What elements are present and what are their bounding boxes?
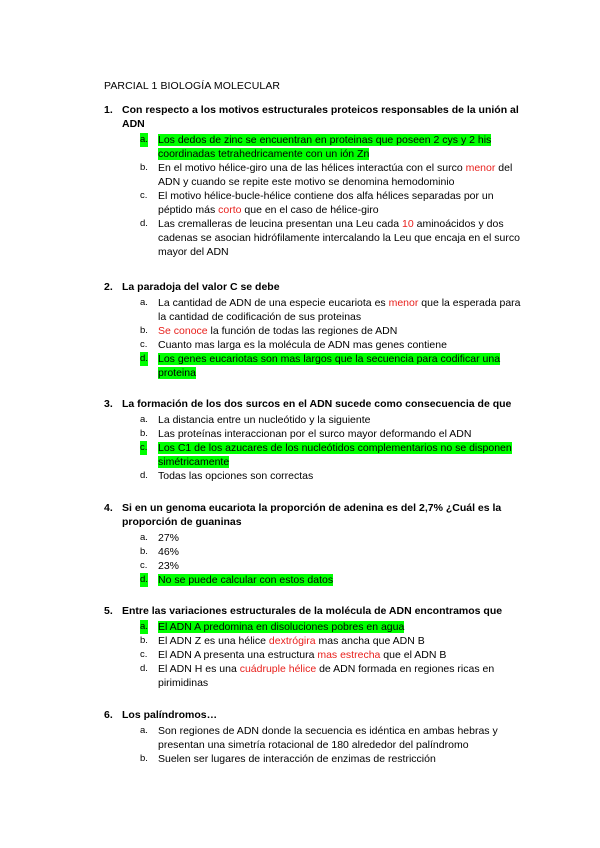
option-letter: d.: [140, 663, 148, 674]
question-heading: [104, 708, 524, 722]
option-letter: a.: [140, 414, 148, 425]
option-text: [158, 297, 521, 323]
option-text: [158, 162, 512, 188]
option-text: [158, 560, 179, 572]
answer-option: [104, 634, 524, 648]
page-title: PARCIAL 1 BIOLOGÍA MOLECULAR: [104, 80, 281, 92]
answer-option-correct: [104, 133, 524, 161]
answer-option-correct: [104, 573, 524, 587]
answer-option: [104, 724, 524, 752]
answer-option: [104, 531, 524, 545]
question-number: 4.: [104, 502, 113, 514]
question-text: Si en un genoma eucariota la proporción de adenina es del 2,7% ¿Cuál es la proporción de guaninas: [122, 502, 502, 528]
answer-option-correct: [104, 352, 524, 380]
option-text: [158, 414, 370, 426]
option-text-segment: que el ADN B: [380, 649, 447, 661]
option-text-segment: 23%: [158, 560, 180, 572]
answer-options: [104, 724, 524, 766]
option-letter: c.: [140, 190, 148, 201]
option-letter: a.: [140, 134, 148, 145]
option-text-segment: mas ancha que ADN B: [315, 635, 425, 647]
option-text: [158, 353, 500, 379]
option-text-segment: 27%: [158, 532, 180, 544]
question: [104, 280, 524, 380]
option-text-segment: El ADN A presenta una estructura: [158, 649, 318, 661]
question-heading: [104, 280, 524, 294]
answer-options: [104, 296, 524, 380]
option-letter: c.: [140, 560, 148, 571]
option-letter: d.: [140, 353, 148, 364]
option-letter: a.: [140, 725, 148, 736]
question-text: Los palíndromos…: [122, 709, 218, 721]
option-letter: b.: [140, 546, 148, 557]
option-text-segment: Todas las opciones son correctas: [158, 470, 314, 482]
option-text-segment: que en el caso de hélice-giro: [241, 204, 379, 216]
option-text: [158, 725, 498, 751]
answer-options: [104, 620, 524, 690]
option-text-segment: Son regiones de ADN donde la secuencia es idéntica en ambas hebras y presentan una simetría rotacional de 180 alrededor del palíndromo: [158, 725, 498, 751]
question-number: 6.: [104, 709, 113, 721]
option-letter: d.: [140, 574, 148, 585]
question: [104, 604, 524, 690]
option-text-segment: Los genes eucariotas son mas largos que la secuencia para codificar una proteina: [158, 353, 501, 379]
option-text-segment: El ADN A predomina en disoluciones pobres en agua: [158, 621, 405, 633]
option-text: [158, 339, 447, 351]
emphasized-text: mas estrecha: [317, 649, 381, 661]
option-letter: c.: [140, 339, 148, 350]
question: [104, 501, 524, 587]
option-text-segment: 46%: [158, 546, 180, 558]
option-text: [158, 470, 313, 482]
answer-option: [104, 296, 524, 324]
answer-option: [104, 752, 524, 766]
answer-option: [104, 545, 524, 559]
question: [104, 397, 524, 483]
emphasized-text: menor: [465, 162, 496, 174]
option-letter: b.: [140, 428, 148, 439]
question-number: 2.: [104, 281, 113, 293]
option-text-segment: En el motivo hélice-giro una de las hélices interactúa con el surco: [158, 162, 466, 174]
option-text-segment: de ADN formada en regiones ricas en pirimidinas: [158, 663, 495, 689]
emphasized-text: menor: [388, 297, 419, 309]
option-letter: b.: [140, 635, 148, 646]
option-text-segment: El ADN Z es una hélice: [158, 635, 269, 647]
answer-option: [104, 413, 524, 427]
answer-option: [104, 338, 524, 352]
question-text: La formación de los dos surcos en el ADN sucede como consecuencia de que: [122, 398, 512, 410]
option-text: [158, 635, 425, 647]
option-text: [158, 753, 436, 765]
answer-option: [104, 648, 524, 662]
option-text-segment: Cuanto mas larga es la molécula de ADN mas genes contiene: [158, 339, 447, 351]
option-text: [158, 325, 397, 337]
option-letter: b.: [140, 753, 148, 764]
option-text: [158, 649, 446, 661]
question-text: Con respecto a los motivos estructurales proteicos responsables de la unión al ADN: [122, 104, 519, 130]
option-text-segment: Los C1 de los azucares de los nucleótidos complementarios no se disponen simétricamente: [158, 442, 512, 468]
option-text: [158, 532, 179, 544]
option-text: [158, 546, 179, 558]
option-letter: a.: [140, 621, 148, 632]
option-text: [158, 442, 512, 468]
option-text-segment: No se puede calcular con estos datos: [158, 574, 334, 586]
emphasized-text: Se conoce: [158, 325, 208, 337]
answer-option: [104, 161, 524, 189]
option-text-segment: Las cremalleras de leucina presentan una Leu cada: [158, 218, 402, 230]
option-text: [158, 574, 333, 586]
answer-options: [104, 531, 524, 587]
answer-option: [104, 427, 524, 441]
question-text: La paradoja del valor C se debe: [122, 281, 280, 293]
answer-option: [104, 189, 524, 217]
option-text-segment: Suelen ser lugares de interacción de enzimas de restricción: [158, 753, 436, 765]
answer-option-correct: [104, 441, 524, 469]
option-text: [158, 663, 494, 689]
option-text: [158, 621, 404, 633]
option-text-segment: Los dedos de zinc se encuentran en proteinas que poseen 2 cys y 2 his coordinadas tetrahedricamente con un ión Zn: [158, 134, 492, 160]
option-text: [158, 428, 471, 440]
answer-option: [104, 217, 524, 259]
option-text-segment: del ADN y cuando se repite este motivo se denomina hemodominio: [158, 162, 513, 188]
answer-option: [104, 662, 524, 690]
question-heading: [104, 501, 524, 529]
option-letter: b.: [140, 325, 148, 336]
option-text-segment: La distancia entre un nucleótido y la siguiente: [158, 414, 371, 426]
emphasized-text: cuádruple hélice: [239, 663, 317, 675]
question-heading: [104, 103, 524, 131]
question-heading: [104, 604, 524, 618]
question-heading: [104, 397, 524, 411]
question-text: Entre las variaciones estructurales de la molécula de ADN encontramos que: [122, 605, 503, 617]
emphasized-text: corto: [218, 204, 242, 216]
option-text-segment: Las proteínas interaccionan por el surco mayor deformando el ADN: [158, 428, 472, 440]
option-text-segment: que la esperada para la cantidad de codificación de sus proteinas: [158, 297, 521, 323]
option-text: [158, 218, 520, 258]
option-text: [158, 190, 494, 216]
option-letter: a.: [140, 532, 148, 543]
question: [104, 708, 524, 766]
answer-option: [104, 559, 524, 573]
answer-options: [104, 413, 524, 483]
option-letter: d.: [140, 218, 148, 229]
answer-options: [104, 133, 524, 259]
question-number: 5.: [104, 605, 113, 617]
option-letter: c.: [140, 442, 148, 453]
option-letter: c.: [140, 649, 148, 660]
option-text-segment: aminoácidos y dos cadenas se asocian hidrófilamente intercalando la Leu que encaja en el surco mayor del ADN: [158, 218, 520, 258]
option-letter: a.: [140, 297, 148, 308]
answer-option-correct: [104, 620, 524, 634]
emphasized-text: dextrógira: [268, 635, 316, 647]
option-letter: d.: [140, 470, 148, 481]
answer-option: [104, 469, 524, 483]
emphasized-text: 10: [402, 218, 414, 230]
option-text: [158, 134, 491, 160]
answer-option: [104, 324, 524, 338]
question-number: 3.: [104, 398, 113, 410]
option-text-segment: la función de todas las regiones de ADN: [207, 325, 398, 337]
option-text-segment: El motivo hélice-bucle-hélice contiene dos alfa hélices separadas por un péptido más: [158, 190, 494, 216]
option-text-segment: El ADN H es una: [158, 663, 240, 675]
question-number: 1.: [104, 104, 113, 116]
option-letter: b.: [140, 162, 148, 173]
option-text-segment: La cantidad de ADN de una especie eucariota es: [158, 297, 389, 309]
question: [104, 103, 524, 259]
